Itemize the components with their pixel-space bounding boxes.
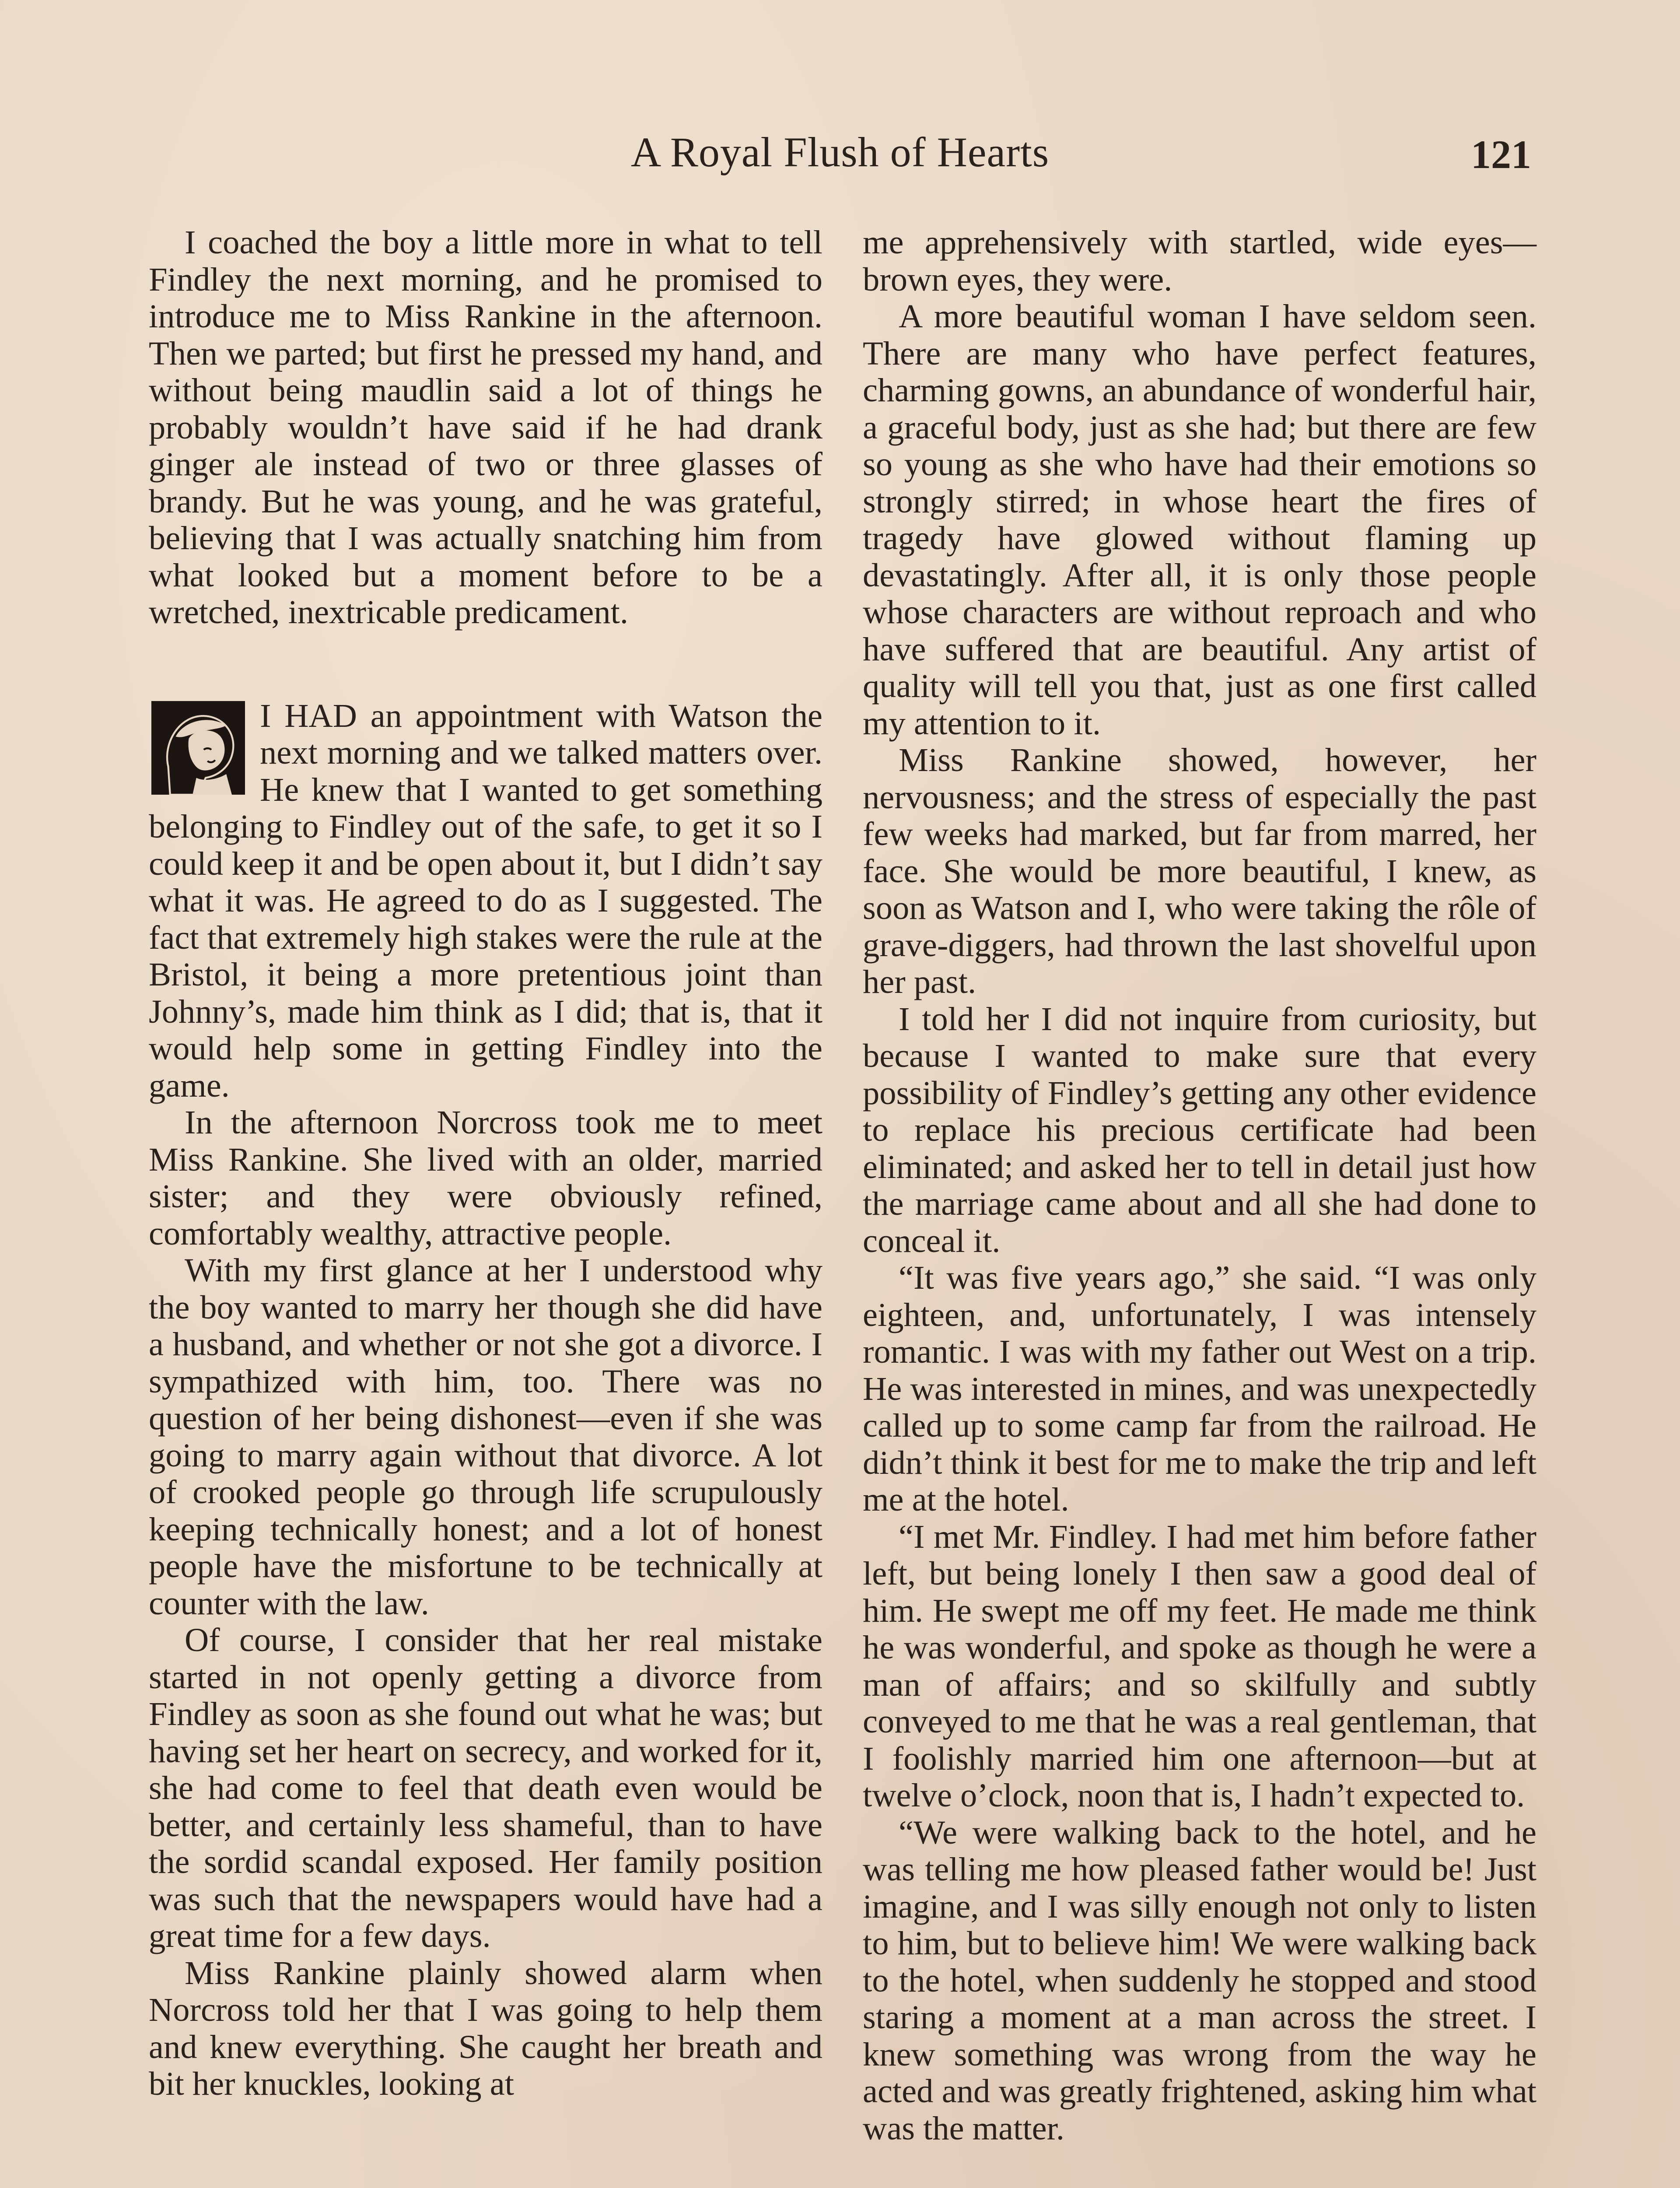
section-opening-paragraph: [149, 698, 822, 1105]
running-title: A Royal Flush of Hearts: [630, 129, 1050, 175]
paragraph: I coached the boy a little more in what to tell Findley the next morning, and he promised to introduce me to Miss Rankine in the afternoon. Then we parted; but first he pressed my hand, and without being maudlin said a lot of things he probably wouldn’t have said if he had drank ginger ale instead of two or three glasses of brandy. But he was young, and he was grateful, believing that I was actually snatching him from what looked but a moment before to be a wretched, inextricable predicament.: [149, 224, 822, 631]
paragraph: I told her I did not inquire from curiosity, but because I wanted to make sure that every possibility of Findley’s getting any other evidence to replace his precious certificate had been eliminated; and asked her to tell in detail just how the marriage came about and all she had done to conceal it.: [863, 1000, 1536, 1259]
paragraph: “I met Mr. Findley. I had met him before father left, but being lonely I then saw a good deal of him. He swept me off my feet. He made me think he was wonderful, and spoke as though he were a man of affairs; and so skilfully and subtly conveyed to me that he was a real gentleman, that I foolishly married him one afternoon—but at twelve o’clock, noon that is, I hadn’t expected to.: [863, 1518, 1536, 1814]
left-column: [149, 224, 822, 2103]
paragraph: Miss Rankine showed, however, her nervousness; and the stress of especially the past few weeks had marked, but far from marred, her face. She would be more beautiful, I knew, as soon as Watson and I, who were taking the rôle of grave-diggers, had thrown the last shovelful upon her past.: [863, 741, 1536, 1000]
right-column: [863, 224, 1536, 2147]
paragraph: In the afternoon Norcross took me to meet Miss Rankine. She lived with an older, married sister; and they were obviously refined, comfortably wealthy, attractive people.: [149, 1104, 822, 1252]
paragraph: A more beautiful woman I have seldom seen. There are many who have perfect features, charming gowns, an abundance of wonderful hair, a graceful body, just as she had; but there are few so young as she who have had their emotions so strongly stirred; in whose heart the fires of tragedy have glowed without flaming up devastatingly. After all, it is only those people whose characters are without reproach and who have suffered that are beautiful. Any artist of quality will tell you that, just as one first called my attention to it.: [863, 298, 1536, 742]
paragraph: Of course, I consider that her real mistake started in not openly getting a divorce from Findley as soon as she found out what he was; but having set her heart on secrecy, and worked for it, she had come to feel that death even would be better, and certainly less shameful, than to have the sordid scandal exposed. Her family position was such that the newspapers would have had a great time for a few days.: [149, 1621, 822, 1954]
paragraph-text: I HAD an appointment with Watson the next morning and we talked matters over. He knew that I wanted to get something belonging to Findley out of the safe, to get it so I could keep it and be open about it, but I didn’t say what it was. He agreed to do as I suggested. The fact that extremely high stakes were the rule at the Bristol, it being a more pretentious joint than Johnny’s, made him think as I did; that is, that it would help some in getting Findley into the game.: [149, 697, 822, 1104]
paragraph: With my first glance at her I understood why the boy wanted to marry her though she did have a husband, and whether or not she got a divorce. I sympathized with him, too. There was no question of her being dishonest—even if she was going to marry again without that divorce. A lot of crooked people go through life scrupulously keeping technically honest; and a lot of honest people have the misfortune to be technically at counter with the law.: [149, 1252, 822, 1622]
woman-portrait-icon: [151, 701, 245, 795]
page-header: [149, 128, 1531, 180]
paragraph: me apprehensively with startled, wide eyes—brown eyes, they were.: [863, 224, 1536, 298]
page-number: 121: [1471, 132, 1531, 177]
paragraph: “It was five years ago,” she said. “I was only eighteen, and, unfortunately, I was intensely romantic. I was with my father out West on a trip. He was interested in mines, and was unexpectedly called up to some camp far from the railroad. He didn’t think it best for me to make the trip and left me at the hotel.: [863, 1259, 1536, 1518]
paragraph: Miss Rankine plainly showed alarm when Norcross told her that I was going to help them and knew everything. She caught her breath and bit her knuckles, looking at: [149, 1954, 822, 2102]
paragraph: “We were walking back to the hotel, and he was telling me how pleased father would be! Just imagine, and I was silly enough not only to listen to him, but to believe him! We were walking back to the hotel, when suddenly he stopped and stood staring a moment at a man across the street. I knew something was wrong from the way he acted and was greatly frightened, asking him what was the matter.: [863, 1813, 1536, 2147]
